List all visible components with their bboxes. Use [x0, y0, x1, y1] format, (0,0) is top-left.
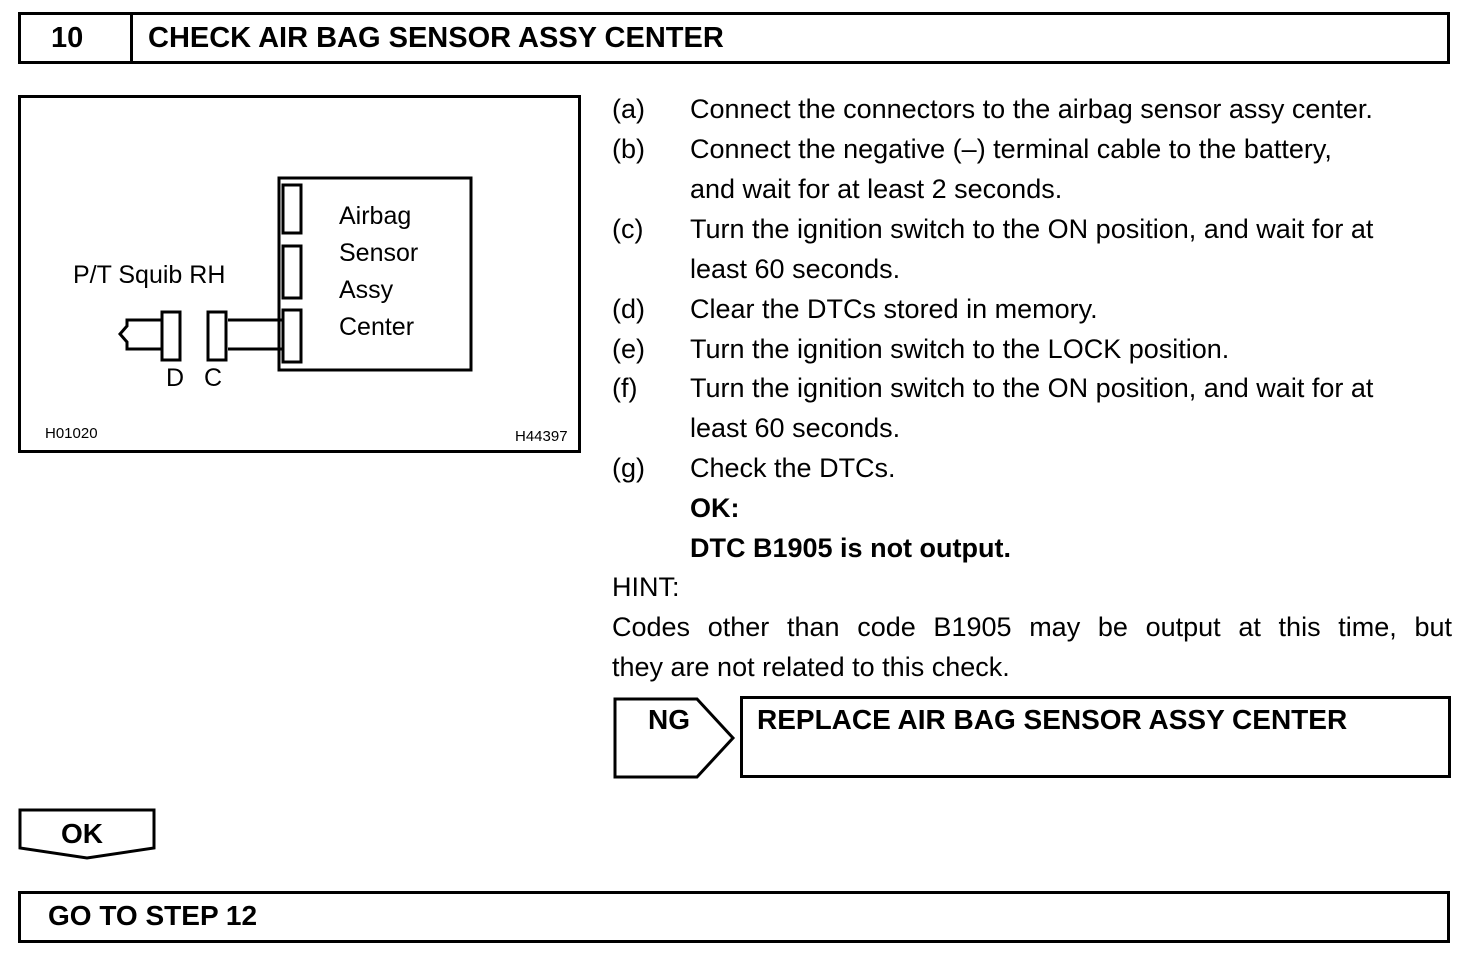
step-c-line-1: Turn the ignition switch to the ON position, and wait for at: [690, 214, 1374, 244]
step-e: [0, 329, 1472, 369]
step-a: [0, 89, 1472, 129]
sensor-label-line-2: Sensor: [339, 239, 419, 267]
step-a-text: Connect the connectors to the airbag sensor assy center.: [690, 94, 1373, 124]
step-g-text: Check the DTCs.: [690, 453, 896, 483]
step-b-line-1: Connect the negative (–) terminal cable to the battery,: [690, 134, 1332, 164]
step-c-line-2: least 60 seconds.: [690, 254, 901, 284]
step-b-line-2: and wait for at least 2 seconds.: [690, 174, 1063, 204]
squib-label: P/T Squib RH: [73, 261, 226, 289]
step-header: [18, 12, 1450, 64]
step-number: 10: [21, 15, 133, 61]
ok-label: OK: [61, 818, 103, 849]
hint-heading: HINT:: [612, 572, 680, 602]
step-b: [0, 129, 1472, 209]
step-b-label: (b): [612, 134, 645, 164]
step-e-label: (e): [612, 334, 645, 364]
goto-step-text: GO TO STEP 12: [48, 900, 258, 931]
step-c-label: (c): [612, 214, 644, 244]
step-f-line-1: Turn the ignition switch to the ON position, and wait for at: [690, 373, 1374, 403]
step-g: [0, 448, 1472, 568]
step-g-label: (g): [612, 453, 645, 483]
step-d-label: (d): [612, 294, 645, 324]
step-e-text: Turn the ignition switch to the LOCK position.: [690, 334, 1230, 364]
hint-line-2: they are not related to this check.: [612, 652, 1010, 682]
step-f-line-2: least 60 seconds.: [690, 413, 901, 443]
figure-ref-left: H01020: [45, 425, 98, 442]
connector-c-label: C: [204, 364, 223, 392]
ng-action-text: REPLACE AIR BAG SENSOR ASSY CENTER: [757, 704, 1348, 735]
hint-line-1: Codes other than code B1905 may be output at this time, but: [612, 612, 1452, 642]
step-f: [0, 364, 1472, 448]
ng-label: NG: [648, 704, 690, 735]
connector-d-label: D: [166, 364, 185, 392]
sensor-label-line-4: Center: [339, 313, 415, 341]
figure-ref-right: H44397: [515, 428, 568, 445]
step-f-label: (f): [612, 373, 638, 403]
step-a-label: (a): [612, 94, 645, 124]
step-d: [0, 289, 1472, 329]
hint-block: [0, 567, 1472, 687]
ok-criteria-heading: OK:: [690, 493, 740, 523]
step-title: CHECK AIR BAG SENSOR ASSY CENTER: [148, 22, 724, 54]
sensor-label-line-3: Assy: [339, 276, 394, 304]
sensor-label-line-1: Airbag: [339, 202, 412, 230]
step-c: [0, 209, 1472, 289]
ok-criteria-text: DTC B1905 is not output.: [690, 533, 1012, 563]
step-d-text: Clear the DTCs stored in memory.: [690, 294, 1098, 324]
